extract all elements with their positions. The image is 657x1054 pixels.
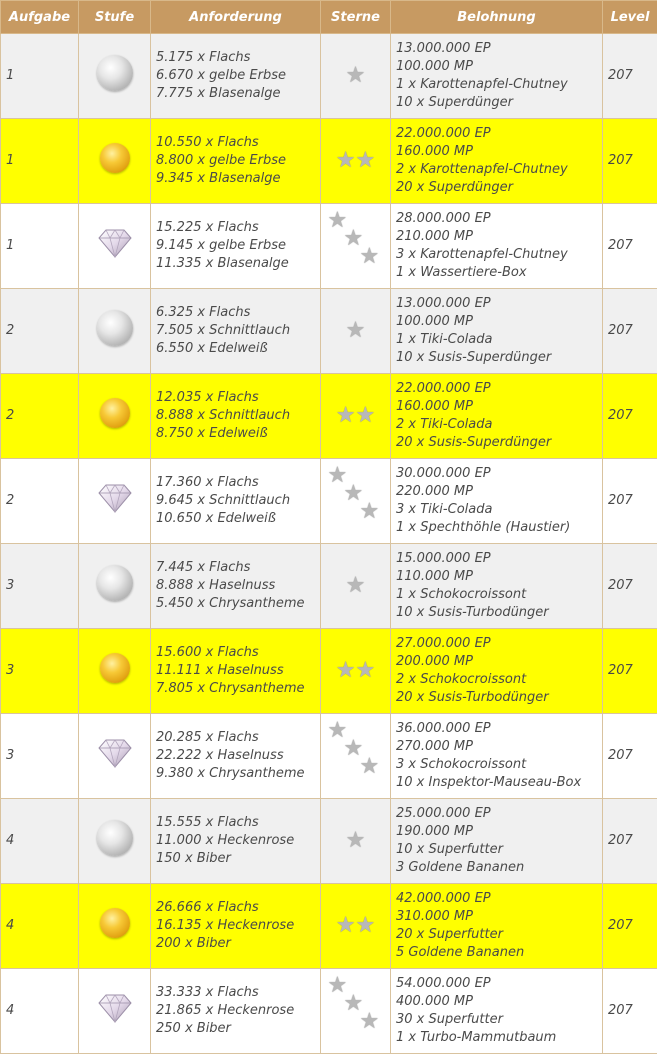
- anforderung-line: 22.222 x Haselnuss: [156, 747, 320, 765]
- silver-medal-icon: [97, 310, 133, 346]
- level-value: 207: [608, 238, 633, 253]
- belohnung-line: 22.000.000 EP: [396, 125, 602, 143]
- level-value: 207: [608, 68, 633, 83]
- table-row: [1, 204, 657, 289]
- silver-medal-icon: [97, 820, 133, 856]
- belohnung-line: 200.000 MP: [396, 653, 602, 671]
- gold-medal-icon: [100, 653, 130, 683]
- level-cell: [603, 204, 657, 289]
- anforderung-line: 8.888 x Haselnuss: [156, 577, 320, 595]
- star-icon: ★: [356, 403, 376, 428]
- sterne-cell: [321, 119, 391, 204]
- anforderung-line: 8.750 x Edelweiß: [156, 425, 320, 443]
- star-icon: ★: [356, 913, 376, 938]
- belohnung-line: 10 x Superfutter: [396, 841, 602, 859]
- aufgabe-value: 2: [6, 408, 14, 423]
- star-icon: ★: [328, 720, 348, 742]
- level-value: 207: [608, 153, 633, 168]
- stufe-cell: [79, 714, 151, 799]
- anforderung-cell: [151, 799, 321, 884]
- level-value: 207: [608, 578, 633, 593]
- sterne-cell: [321, 714, 391, 799]
- aufgabe-value: 2: [6, 323, 14, 338]
- level-value: 207: [608, 408, 633, 423]
- aufgabe-cell: [1, 374, 79, 459]
- belohnung-line: 1 x Karottenapfel-Chutney: [396, 76, 602, 94]
- belohnung-line: 1 x Schokocroissont: [396, 586, 602, 604]
- silver-medal-icon: [97, 55, 133, 91]
- belohnung-line: 160.000 MP: [396, 398, 602, 416]
- level-cell: [603, 969, 657, 1054]
- aufgabe-value: 3: [6, 748, 14, 763]
- belohnung-line: 10 x Inspektor-Mauseau-Box: [396, 774, 602, 792]
- anforderung-line: 20.285 x Flachs: [156, 729, 320, 747]
- aufgabe-value: 4: [6, 1003, 14, 1018]
- sterne-cell: [321, 459, 391, 544]
- anforderung-line: 9.645 x Schnittlauch: [156, 492, 320, 510]
- anforderung-cell: [151, 34, 321, 119]
- star-icon: ★: [344, 228, 364, 250]
- belohnung-line: 10 x Susis-Superdünger: [396, 349, 602, 367]
- star-icon: ★: [346, 63, 366, 88]
- belohnung-line: 3 x Tiki-Colada: [396, 501, 602, 519]
- stufe-cell: [79, 799, 151, 884]
- stufe-cell: [79, 629, 151, 714]
- belohnung-line: 3 x Karottenapfel-Chutney: [396, 246, 602, 264]
- star-icon: ★: [328, 210, 348, 232]
- anforderung-line: 7.775 x Blasenalge: [156, 85, 320, 103]
- table-row: [1, 544, 657, 629]
- anforderung-line: 7.505 x Schnittlauch: [156, 322, 320, 340]
- belohnung-line: 1 x Tiki-Colada: [396, 331, 602, 349]
- belohnung-line: 10 x Superdünger: [396, 94, 602, 112]
- aufgabe-cell: [1, 204, 79, 289]
- aufgabe-value: 3: [6, 663, 14, 678]
- table-row: [1, 34, 657, 119]
- belohnung-line: 20 x Superdünger: [396, 179, 602, 197]
- belohnung-line: 100.000 MP: [396, 313, 602, 331]
- stars-group: [328, 726, 384, 786]
- silver-medal-icon: [97, 565, 133, 601]
- gold-medal-icon: [100, 908, 130, 938]
- star-icon: ★: [346, 828, 366, 853]
- aufgabe-cell: [1, 459, 79, 544]
- sterne-cell: [321, 204, 391, 289]
- belohnung-line: 190.000 MP: [396, 823, 602, 841]
- table-row: [1, 629, 657, 714]
- belohnung-line: 22.000.000 EP: [396, 380, 602, 398]
- level-cell: [603, 884, 657, 969]
- table-row: [1, 289, 657, 374]
- belohnung-cell: [391, 459, 603, 544]
- aufgabe-value: 1: [6, 153, 14, 168]
- aufgabe-cell: [1, 969, 79, 1054]
- anforderung-line: 250 x Biber: [156, 1020, 320, 1038]
- sterne-cell: [321, 544, 391, 629]
- belohnung-cell: [391, 34, 603, 119]
- level-value: 207: [608, 833, 633, 848]
- belohnung-line: 5 Goldene Bananen: [396, 944, 602, 962]
- anforderung-line: 7.445 x Flachs: [156, 559, 320, 577]
- anforderung-line: 16.135 x Heckenrose: [156, 917, 320, 935]
- anforderung-line: 9.145 x gelbe Erbse: [156, 237, 320, 255]
- stars-group: [328, 216, 384, 276]
- level-cell: [603, 799, 657, 884]
- star-icon: ★: [346, 573, 366, 598]
- anforderung-cell: [151, 119, 321, 204]
- diamond-icon: [98, 228, 132, 258]
- star-icon: ★: [356, 148, 376, 173]
- header-aufgabe: Aufgabe: [1, 1, 79, 34]
- anforderung-line: 7.805 x Chrysantheme: [156, 680, 320, 698]
- level-value: 207: [608, 918, 633, 933]
- stufe-cell: [79, 289, 151, 374]
- belohnung-line: 54.000.000 EP: [396, 975, 602, 993]
- belohnung-line: 27.000.000 EP: [396, 635, 602, 653]
- anforderung-cell: [151, 714, 321, 799]
- star-icon: ★: [360, 756, 380, 778]
- anforderung-cell: [151, 544, 321, 629]
- sterne-cell: [321, 884, 391, 969]
- anforderung-line: 15.600 x Flachs: [156, 644, 320, 662]
- belohnung-cell: [391, 119, 603, 204]
- header-level: Level: [603, 1, 657, 34]
- aufgabe-cell: [1, 544, 79, 629]
- anforderung-line: 8.888 x Schnittlauch: [156, 407, 320, 425]
- gold-medal-icon: [100, 143, 130, 173]
- level-cell: [603, 289, 657, 374]
- belohnung-cell: [391, 204, 603, 289]
- anforderung-line: 15.225 x Flachs: [156, 219, 320, 237]
- table-body: [1, 34, 657, 1054]
- level-cell: [603, 714, 657, 799]
- star-icon: ★: [336, 403, 356, 428]
- star-icon: ★: [344, 483, 364, 505]
- star-icon: ★: [360, 1011, 380, 1033]
- belohnung-cell: [391, 884, 603, 969]
- belohnung-line: 270.000 MP: [396, 738, 602, 756]
- belohnung-line: 36.000.000 EP: [396, 720, 602, 738]
- belohnung-line: 20 x Superfutter: [396, 926, 602, 944]
- anforderung-line: 10.550 x Flachs: [156, 134, 320, 152]
- anforderung-cell: [151, 204, 321, 289]
- anforderung-line: 15.555 x Flachs: [156, 814, 320, 832]
- aufgabe-value: 3: [6, 578, 14, 593]
- belohnung-line: 310.000 MP: [396, 908, 602, 926]
- anforderung-line: 9.380 x Chrysantheme: [156, 765, 320, 783]
- star-icon: ★: [346, 318, 366, 343]
- belohnung-cell: [391, 289, 603, 374]
- anforderung-cell: [151, 374, 321, 459]
- star-icon: ★: [328, 975, 348, 997]
- belohnung-line: 30.000.000 EP: [396, 465, 602, 483]
- belohnung-line: 400.000 MP: [396, 993, 602, 1011]
- belohnung-line: 1 x Spechthöhle (Haustier): [396, 519, 602, 537]
- level-cell: [603, 629, 657, 714]
- stufe-cell: [79, 119, 151, 204]
- diamond-icon: [98, 483, 132, 513]
- belohnung-line: 220.000 MP: [396, 483, 602, 501]
- star-icon: ★: [356, 658, 376, 683]
- star-icon: ★: [336, 148, 356, 173]
- sterne-cell: [321, 969, 391, 1054]
- stars-group: [328, 981, 384, 1041]
- aufgabe-cell: [1, 884, 79, 969]
- belohnung-line: 13.000.000 EP: [396, 295, 602, 313]
- table-row: [1, 714, 657, 799]
- anforderung-cell: [151, 629, 321, 714]
- belohnung-line: 2 x Karottenapfel-Chutney: [396, 161, 602, 179]
- level-value: 207: [608, 323, 633, 338]
- level-cell: [603, 544, 657, 629]
- star-icon: ★: [328, 465, 348, 487]
- level-cell: [603, 119, 657, 204]
- sterne-cell: [321, 289, 391, 374]
- stufe-cell: [79, 34, 151, 119]
- level-value: 207: [608, 748, 633, 763]
- star-icon: ★: [360, 501, 380, 523]
- anforderung-line: 21.865 x Heckenrose: [156, 1002, 320, 1020]
- anforderung-line: 5.175 x Flachs: [156, 49, 320, 67]
- anforderung-cell: [151, 289, 321, 374]
- belohnung-line: 110.000 MP: [396, 568, 602, 586]
- header-stufe: Stufe: [79, 1, 151, 34]
- belohnung-line: 13.000.000 EP: [396, 40, 602, 58]
- belohnung-line: 15.000.000 EP: [396, 550, 602, 568]
- anforderung-line: 17.360 x Flachs: [156, 474, 320, 492]
- star-icon: ★: [336, 913, 356, 938]
- aufgabe-value: 4: [6, 833, 14, 848]
- anforderung-line: 200 x Biber: [156, 935, 320, 953]
- anforderung-line: 6.325 x Flachs: [156, 304, 320, 322]
- diamond-icon: [98, 993, 132, 1023]
- belohnung-line: 210.000 MP: [396, 228, 602, 246]
- anforderung-cell: [151, 969, 321, 1054]
- header-row: [1, 1, 657, 34]
- belohnung-line: 42.000.000 EP: [396, 890, 602, 908]
- header-belohnung: Belohnung: [391, 1, 603, 34]
- anforderung-cell: [151, 459, 321, 544]
- level-cell: [603, 34, 657, 119]
- sterne-cell: [321, 629, 391, 714]
- aufgabe-cell: [1, 289, 79, 374]
- belohnung-cell: [391, 374, 603, 459]
- level-value: 207: [608, 1003, 633, 1018]
- aufgabe-cell: [1, 119, 79, 204]
- belohnung-line: 20 x Susis-Superdünger: [396, 434, 602, 452]
- belohnung-line: 3 x Schokocroissont: [396, 756, 602, 774]
- level-value: 207: [608, 663, 633, 678]
- star-icon: ★: [344, 738, 364, 760]
- table-row: [1, 119, 657, 204]
- header-anforderung: Anforderung: [151, 1, 321, 34]
- belohnung-cell: [391, 969, 603, 1054]
- level-value: 207: [608, 493, 633, 508]
- table-row: [1, 799, 657, 884]
- belohnung-line: 10 x Susis-Turbodünger: [396, 604, 602, 622]
- belohnung-line: 1 x Turbo-Mammutbaum: [396, 1029, 602, 1047]
- anforderung-line: 10.650 x Edelweiß: [156, 510, 320, 528]
- stufe-cell: [79, 884, 151, 969]
- belohnung-cell: [391, 799, 603, 884]
- aufgabe-value: 1: [6, 68, 14, 83]
- sterne-cell: [321, 374, 391, 459]
- anforderung-line: 150 x Biber: [156, 850, 320, 868]
- star-icon: ★: [344, 993, 364, 1015]
- anforderung-line: 9.345 x Blasenalge: [156, 170, 320, 188]
- diamond-icon: [98, 738, 132, 768]
- table-row: [1, 374, 657, 459]
- stufe-cell: [79, 544, 151, 629]
- anforderung-line: 26.666 x Flachs: [156, 899, 320, 917]
- belohnung-cell: [391, 544, 603, 629]
- stufe-cell: [79, 374, 151, 459]
- belohnung-line: 2 x Schokocroissont: [396, 671, 602, 689]
- aufgabe-cell: [1, 799, 79, 884]
- sterne-cell: [321, 34, 391, 119]
- star-icon: ★: [360, 246, 380, 268]
- anforderung-line: 8.800 x gelbe Erbse: [156, 152, 320, 170]
- belohnung-line: 2 x Tiki-Colada: [396, 416, 602, 434]
- anforderung-line: 6.550 x Edelweiß: [156, 340, 320, 358]
- belohnung-line: 3 Goldene Bananen: [396, 859, 602, 877]
- anforderung-line: 5.450 x Chrysantheme: [156, 595, 320, 613]
- anforderung-line: 12.035 x Flachs: [156, 389, 320, 407]
- level-cell: [603, 459, 657, 544]
- stars-group: [328, 471, 384, 531]
- belohnung-line: 30 x Superfutter: [396, 1011, 602, 1029]
- stufe-cell: [79, 204, 151, 289]
- belohnung-line: 1 x Wassertiere-Box: [396, 264, 602, 282]
- belohnung-line: 20 x Susis-Turbodünger: [396, 689, 602, 707]
- table-row: [1, 884, 657, 969]
- header-sterne: Sterne: [321, 1, 391, 34]
- table-row: [1, 459, 657, 544]
- anforderung-line: 11.000 x Heckenrose: [156, 832, 320, 850]
- belohnung-line: 100.000 MP: [396, 58, 602, 76]
- anforderung-line: 11.111 x Haselnuss: [156, 662, 320, 680]
- stufe-cell: [79, 459, 151, 544]
- stufe-cell: [79, 969, 151, 1054]
- belohnung-cell: [391, 714, 603, 799]
- star-icon: ★: [336, 658, 356, 683]
- sterne-cell: [321, 799, 391, 884]
- belohnung-line: 25.000.000 EP: [396, 805, 602, 823]
- anforderung-line: 33.333 x Flachs: [156, 984, 320, 1002]
- aufgabe-cell: [1, 629, 79, 714]
- aufgabe-value: 1: [6, 238, 14, 253]
- level-cell: [603, 374, 657, 459]
- anforderung-line: 11.335 x Blasenalge: [156, 255, 320, 273]
- anforderung-line: 6.670 x gelbe Erbse: [156, 67, 320, 85]
- aufgabe-cell: [1, 34, 79, 119]
- aufgabe-value: 2: [6, 493, 14, 508]
- belohnung-cell: [391, 629, 603, 714]
- belohnung-line: 160.000 MP: [396, 143, 602, 161]
- belohnung-line: 28.000.000 EP: [396, 210, 602, 228]
- anforderung-cell: [151, 884, 321, 969]
- gold-medal-icon: [100, 398, 130, 428]
- aufgabe-cell: [1, 714, 79, 799]
- table-row: [1, 969, 657, 1054]
- aufgabe-value: 4: [6, 918, 14, 933]
